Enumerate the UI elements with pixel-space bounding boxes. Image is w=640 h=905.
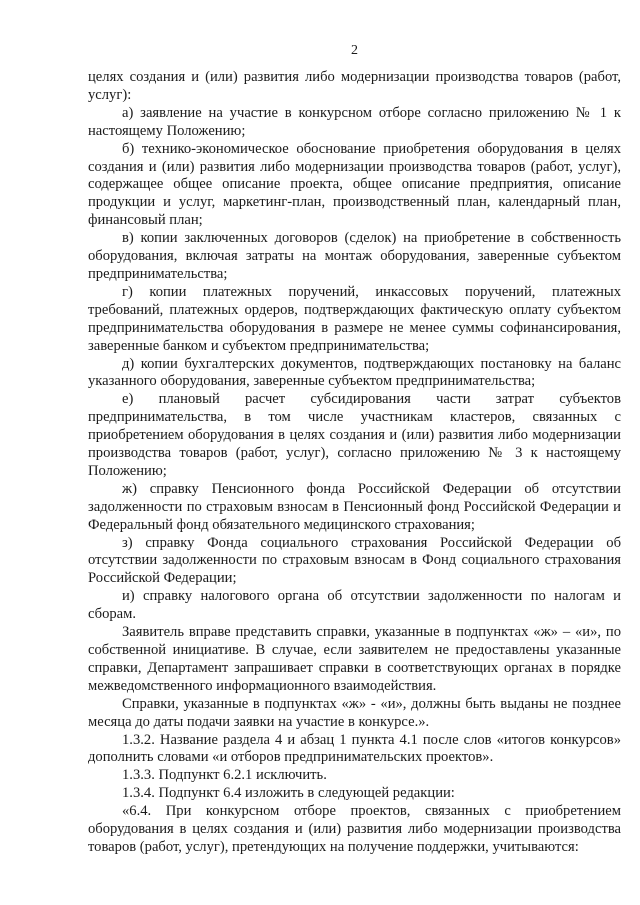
paragraph-1-3-3: 1.3.3. Подпункт 6.2.1 исключить. xyxy=(122,767,327,784)
paragraph-1-3-2: 1.3.2. Название раздела 4 и абзац 1 пункта 4.1 после слов «итогов конкурсов» дополнить словами «и отборов предпринимательских проектов». xyxy=(88,731,621,766)
paragraph-continuation: целях создания и (или) развития либо модернизации производства товаров (работ, услуг): xyxy=(88,69,621,103)
paragraph-item-a: а) заявление на участие в конкурсном отборе согласно приложению № 1 к настоящему Положению; xyxy=(88,104,621,139)
paragraph-item-z: з) справку Фонда социального страхования Российской Федерации об отсутствии задолженности по страховым взносам в Фонд социального страхования Российской Федерации; xyxy=(88,534,621,587)
paragraph-item-e: е) плановый расчет субсидирования части затрат субъектов предпринимательства, в том числе участникам кластеров, связанных с приобретением оборудования в целях создания и (или) развития либо модернизации производства товаров (работ, услуг), согласно приложению № 3 к настоящему Положению; xyxy=(88,391,621,479)
paragraph-item-g: г) копии платежных поручений, инкассовых поручений, платежных требований, платежных ордеров, подтверждающих фактическую оплату субъектом предпринимательства оборудования в размере не менее суммы софинансирования, заверенные банком и субъектом предпринимательства; xyxy=(88,283,621,354)
paragraph-item-d: д) копии бухгалтерских документов, подтверждающих постановку на баланс указанного оборудования, заверенные субъектом предпринимательства; xyxy=(88,355,621,390)
paragraph-1-3-4: 1.3.4. Подпункт 6.4 изложить в следующей редакции: xyxy=(122,785,455,802)
document-body xyxy=(88,69,621,857)
paragraph-item-i: и) справку налогового органа об отсутствии задолженности по налогам и сборам. xyxy=(88,588,621,623)
paragraph-6-4: «6.4. При конкурсном отборе проектов, связанных с приобретением оборудования в целях создания и (или) развития либо модернизации производства товаров (работ, услуг), претендующих на получение поддержки, учитываются: xyxy=(88,803,621,855)
paragraph-item-zh: ж) справку Пенсионного фонда Российской Федерации об отсутствии задолженности по страховым взносам в Пенсионный фонд Российской Федерации и Федеральный фонд обязательного медицинского страхования; xyxy=(88,480,621,533)
paragraph-item-b: б) технико-экономическое обоснование приобретения оборудования в целях создания и (или) развития либо модернизации производства товаров (работ, услуг), содержащее общее описание проекта, общее описание предприятия, описание продукции и услуг, маркетинг-план, производственный план, календарный план, финансовый план; xyxy=(88,140,621,229)
paragraph-certificates-deadline: Справки, указанные в подпунктах «ж» - «и», должны быть выданы не позднее месяца до даты подачи заявки на участие в конкурсе.». xyxy=(88,695,621,730)
paragraph-applicant-right: Заявитель вправе представить справки, указанные в подпунктах «ж» – «и», по собственной инициативе. В случае, если заявителем не предоставлены указанные справки, Департамент запрашивает справки в соответствующих органах в порядке межведомственного информационного взаимодействия. xyxy=(88,624,621,694)
page-number: 2 xyxy=(351,43,358,58)
paragraph-item-v: в) копии заключенных договоров (сделок) на приобретение в собственность оборудования, включая затраты на монтаж оборудования, заверенные субъектом предпринимательства; xyxy=(88,230,621,282)
